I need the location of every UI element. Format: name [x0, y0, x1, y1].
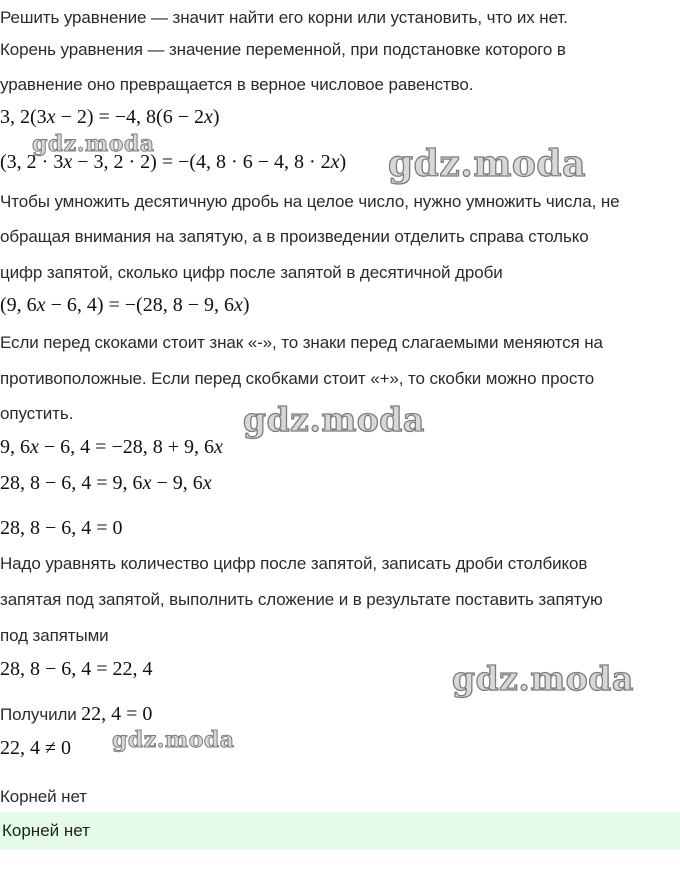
watermark-logo: gdz.moda: [452, 659, 634, 698]
paragraph-rule-decimal-3: цифр запятой, сколько цифр после запятой в десятичной дроби: [0, 263, 503, 282]
equation-original: 3, 2(3x − 2) = −4, 8(6 − 2x): [0, 106, 220, 128]
paragraph-rule-columns-3: под запятыми: [0, 626, 109, 645]
equation-subtraction: 28, 8 − 6, 4 = 22, 4: [0, 658, 153, 680]
equation-contradiction: 22, 4 ≠ 0: [0, 737, 71, 759]
paragraph-rule-columns-2: запятая под запятой, выполнить сложение и в результате поставить запятую: [0, 590, 603, 609]
answer-box: [0, 812, 680, 850]
answer-label: Корней нет: [2, 821, 90, 840]
result-line: [0, 703, 152, 726]
paragraph-definition-root-1: Корень уравнения — значение переменной, при подстановке которого в: [0, 40, 566, 59]
watermark-logo: gdz.moda: [243, 400, 425, 439]
paragraph-rule-decimal-2: обращая внимания на запятую, а в произведении отделить справа столько: [0, 227, 589, 246]
watermark-logo: gdz.moda: [112, 727, 235, 753]
paragraph-rule-columns-1: Надо уравнять количество цифр после запятой, записать дроби столбиков: [0, 554, 588, 573]
equation-multiplied: (9, 6x − 6, 4) = −(28, 8 − 9, 6x): [0, 294, 250, 316]
equation-moved: 28, 8 − 6, 4 = 9, 6x − 9, 6x: [0, 472, 212, 494]
equation-simplified: 28, 8 − 6, 4 = 0: [0, 517, 123, 539]
watermark-logo: gdz.moda: [388, 143, 586, 185]
equation-result: 22, 4 = 0: [81, 703, 153, 725]
paragraph-rule-brackets-1: Если перед скоками стоит знак «-», то знаки перед слагаемыми меняются на: [0, 333, 603, 352]
equation-expanded: (3, 2 · 3x − 3, 2 · 2) = −(4, 8 · 6 − 4, 8 · 2x): [0, 151, 347, 173]
paragraph-rule-decimal-1: Чтобы умножить десятичную дробь на целое число, нужно умножить числа, не: [0, 192, 620, 211]
watermark-logo: gdz.moda: [32, 131, 155, 157]
paragraph-definition-root-2: уравнение оно превращается в верное числовое равенство.: [0, 75, 474, 94]
paragraph-rule-brackets-2: противоположные. Если перед скобками стоит «+», то скобки можно просто: [0, 369, 595, 388]
paragraph-definition-solve: Решить уравнение — значит найти его корни или установить, что их нет.: [0, 8, 568, 27]
conclusion-text: Корней нет: [0, 787, 87, 806]
paragraph-rule-brackets-3: опустить.: [0, 404, 74, 423]
equation-opened: 9, 6x − 6, 4 = −28, 8 + 9, 6x: [0, 436, 223, 458]
result-label: Получили: [0, 705, 77, 724]
